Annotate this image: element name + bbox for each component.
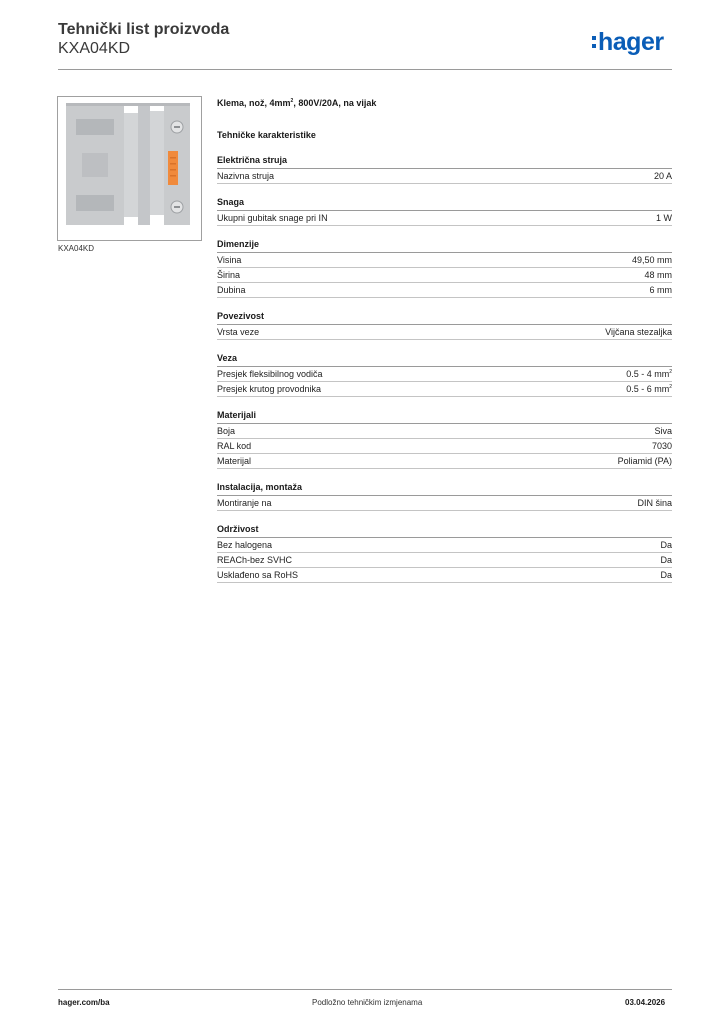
spec-label: Visina [217,255,242,265]
spec-label: Boja [217,426,236,436]
spec-group [217,310,672,340]
spec-row [217,568,672,583]
spec-row [217,253,672,268]
footer-website[interactable]: hager.com/ba [58,998,110,1007]
spec-label: Presjek krutog provodnika [217,384,322,394]
product-code: KXA04KD [58,40,131,57]
spec-label: Vrsta veze [217,327,260,337]
spec-group-title: Električna struja [217,154,672,169]
spec-label: Presjek fleksibilnog vodiča [217,369,323,379]
spec-row [217,367,672,382]
spec-row [217,382,672,397]
spec-row [217,424,672,439]
spec-value: Da [660,540,672,550]
spec-label: Nazivna struja [217,171,275,181]
spec-row [217,538,672,553]
page-title: Tehnički list proizvoda [58,21,230,38]
characteristics-groups [217,154,672,583]
spec-label: Materijal [217,456,252,466]
spec-label: Usklađeno sa RoHS [217,570,299,580]
spec-group-title: Snaga [217,196,672,211]
terminal-block-picture [58,97,201,240]
spec-label: REACh-bez SVHC [217,555,293,565]
spec-group [217,523,672,583]
spec-group [217,154,672,184]
spec-row [217,325,672,340]
section-title: Tehničke karakteristike [217,130,316,140]
spec-label: Ukupni gubitak snage pri IN [217,213,328,223]
spec-value: 20 A [653,171,672,181]
spec-label: Širina [217,270,241,280]
spec-value: 1 W [655,213,672,223]
spec-value: Siva [654,426,672,436]
spec-row [217,496,672,511]
datasheet-content [217,96,672,583]
spec-value: DIN šina [637,498,672,508]
spec-group [217,481,672,511]
spec-value: 0.5 - 6 $mm^2$ [626,384,672,394]
spec-value: 48 mm [644,270,672,280]
spec-value: 49,50 mm [631,255,672,265]
spec-label: Dubina [217,285,246,295]
spec-group-title: Održivost [217,523,672,538]
spec-label: Bez halogena [217,540,273,550]
spec-value: Poliamid (PA) [617,456,672,466]
spec-value: 0.5 - 4 $mm^2$ [626,369,672,379]
product-description: Klema, nož, $4mm^2$, 800V/20A, na vijak [217,98,377,108]
spec-label: Montiranje na [217,498,272,508]
spec-group [217,409,672,469]
spec-value: Da [660,555,672,565]
header-divider [58,69,672,70]
spec-row [217,454,672,469]
spec-row [217,169,672,184]
spec-value: Vijčana stezaljka [605,327,672,337]
spec-group [217,196,672,226]
spec-label: RAL kod [217,441,252,451]
spec-group-title: Povezivost [217,310,672,325]
spec-group [217,352,672,397]
footer-disclaimer: Podložno tehničkim izmjenama [312,998,423,1007]
spec-value: Da [660,570,672,580]
spec-group-title: Dimenzije [217,238,672,253]
spec-group-title: Veza [217,352,672,367]
image-caption: KXA04KD [58,244,95,253]
spec-group-title: Instalacija, montaža [217,481,672,496]
spec-row [217,283,672,298]
spec-row [217,211,672,226]
spec-value: 6 mm [649,285,672,295]
spec-group-title: Materijali [217,409,672,424]
product-image [57,96,202,241]
hager-logo [592,27,664,57]
footer-date: 03.04.2026 [625,998,666,1007]
logo-text: hager [598,27,664,56]
footer-divider [58,989,672,990]
spec-row [217,439,672,454]
spec-row [217,553,672,568]
spec-group [217,238,672,298]
spec-row [217,268,672,283]
spec-value: 7030 [651,441,672,451]
logo-colon-icon [592,36,596,48]
